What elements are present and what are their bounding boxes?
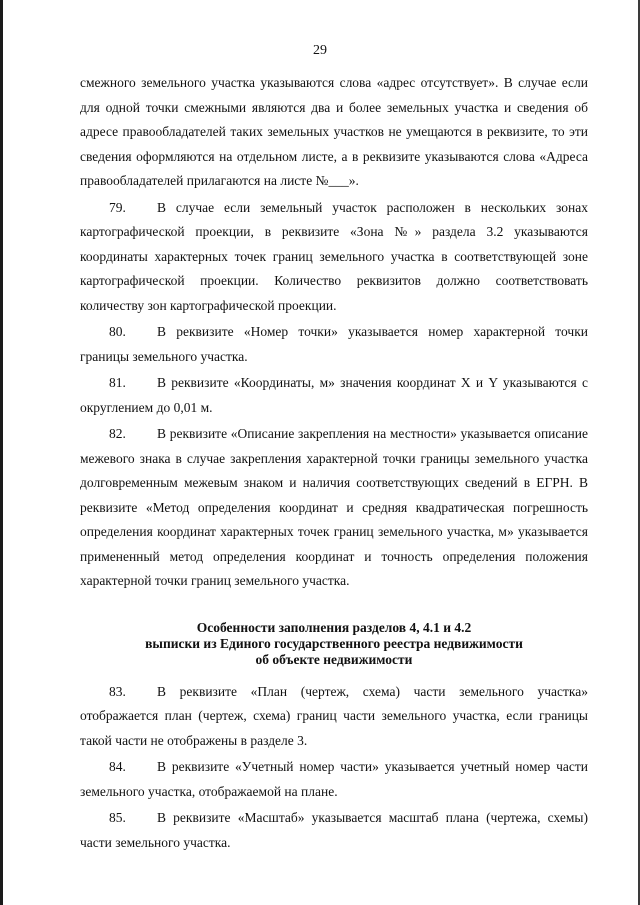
item-number: 83. xyxy=(109,683,126,699)
section-heading-line-2: выписки из Единого государственного реестра недвижимости xyxy=(145,635,523,651)
paragraph-83 xyxy=(80,680,588,754)
paragraph-84 xyxy=(80,755,588,804)
item-text: В реквизите «План (чертеж, схема) части земельного участка» отображается план (чертеж, схема) границ части земельного участка, если границы такой части не отображены в разделе 3. xyxy=(80,683,588,748)
item-number: 85. xyxy=(109,810,126,825)
section-heading-line-1: Особенности заполнения разделов 4, 4.1 и 4.2 xyxy=(196,619,472,635)
paragraph-79 xyxy=(80,196,588,319)
scan-edge-left xyxy=(0,0,3,905)
document-body xyxy=(80,71,588,855)
section-heading xyxy=(80,620,588,668)
paragraph-81 xyxy=(80,371,588,420)
paragraph-85 xyxy=(80,806,588,855)
item-text: В реквизите «Масштаб» указывается масштаб плана (чертежа, схемы) части земельного участка. xyxy=(80,810,588,850)
continuation-paragraph: смежного земельного участка указываются слова «адрес отсутствует». В случае если для одной точки смежными являются два и более земельных участка и сведения об адресе правообладателей таких земельных участков не умещаются в реквизите, то эти сведения оформляются на отдельном листе, а в реквизите указываются слова «Адреса правообладателей прилагаются на листе №___». xyxy=(80,75,588,188)
item-number: 84. xyxy=(109,759,126,774)
item-number: 82. xyxy=(109,426,126,441)
page-number: 29 xyxy=(313,43,327,58)
item-text: В случае если земельный участок расположен в нескольких зонах картографической проекции, в реквизите «Зона №» раздела 3.2 указываются координаты характерных точек границ земельного участка в соответствующей зоне картографической проекции. Количество реквизитов должно соответствовать количеству зон картографической проекции. xyxy=(80,199,588,313)
item-number: 80. xyxy=(109,324,126,339)
item-number: 79. xyxy=(109,199,126,215)
item-text: В реквизите «Описание закрепления на местности» указывается описание межевого знака в случае закрепления характерной точки границы земельного участка долговременным межевым знаком и наличия соответствующих сведений в ЕГРН. В реквизите «Метод определения координат и средняя квадратическая погрешность определения координат характерных точек границ земельного участка, м» указывается примененный метод определения координат и точность определения положения характерной точки границ земельного участка. xyxy=(80,426,588,588)
section-heading-line-3: об объекте недвижимости xyxy=(255,651,413,667)
paragraph-82 xyxy=(80,422,588,594)
paragraph-80 xyxy=(80,320,588,369)
item-text: В реквизите «Учетный номер части» указывается учетный номер части земельного участка, отображаемой на плане. xyxy=(80,759,588,799)
item-number: 81. xyxy=(109,375,126,390)
item-text: В реквизите «Номер точки» указывается номер характерной точки границы земельного участка. xyxy=(80,324,588,364)
item-text: В реквизите «Координаты, м» значения координат X и Y указываются с округлением до 0,01 м. xyxy=(80,375,588,415)
